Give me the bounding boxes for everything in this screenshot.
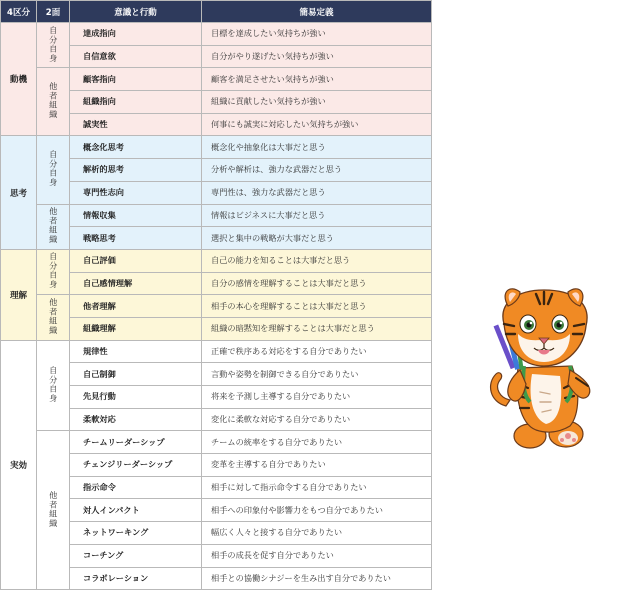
item-definition: 目標を達成したい気持ちが強い [202, 23, 432, 46]
item-name: 解析的思考 [70, 159, 202, 182]
item-name: ネットワーキング [70, 522, 202, 545]
item-name: コーチング [70, 544, 202, 567]
item-definition: 正確で秩序ある対応をする自分でありたい [202, 340, 432, 363]
table-row [1, 295, 432, 318]
table-row [1, 23, 432, 46]
item-definition: 組織の暗黙知を理解することは大事だと思う [202, 317, 432, 340]
item-name: 顧客指向 [70, 68, 202, 91]
item-definition: 変化に柔軟な対応する自分でありたい [202, 408, 432, 431]
item-name: コラボレーション [70, 567, 202, 590]
item-definition: 自分がやり遂げたい気持ちが強い [202, 45, 432, 68]
item-definition: チームの統率をする自分でありたい [202, 431, 432, 454]
item-definition: 分析や解析は、強力な武器だと思う [202, 159, 432, 182]
item-name: 自己感情理解 [70, 272, 202, 295]
item-name: 先見行動 [70, 386, 202, 409]
item-definition: 相手に対して指示命令する自分でありたい [202, 476, 432, 499]
category-motive: 動機 [1, 23, 37, 136]
item-name: 指示命令 [70, 476, 202, 499]
item-definition: 変革を主導する自分でありたい [202, 454, 432, 477]
item-name: チェンジリーダーシップ [70, 454, 202, 477]
item-definition: 相手への印象付や影響力をもつ自分でありたい [202, 499, 432, 522]
group-other: 他者組織 [37, 204, 70, 249]
item-name: チームリーダーシップ [70, 431, 202, 454]
group-self: 自分自身 [37, 340, 70, 431]
header-teigi: 簡易定義 [202, 1, 432, 23]
table-row [1, 136, 432, 159]
item-name: 戦略思考 [70, 227, 202, 250]
header-ishiki: 意識と行動 [70, 1, 202, 23]
item-name: 組織指向 [70, 91, 202, 114]
item-definition: 自己の能力を知ることは大事だと思う [202, 249, 432, 272]
table-row [1, 204, 432, 227]
item-definition: 何事にも誠実に対応したい気持ちが強い [202, 113, 432, 136]
item-name: 自己評価 [70, 249, 202, 272]
table-header [1, 1, 432, 23]
item-definition: 概念化や抽象化は大事だと思う [202, 136, 432, 159]
header-2men: 2面 [37, 1, 70, 23]
item-name: 組織理解 [70, 317, 202, 340]
item-name: 概念化思考 [70, 136, 202, 159]
item-name: 達成指向 [70, 23, 202, 46]
item-name: 対人インパクト [70, 499, 202, 522]
table-row [1, 431, 432, 454]
category-understand: 理解 [1, 249, 37, 340]
item-name: 柔軟対応 [70, 408, 202, 431]
table-row [1, 249, 432, 272]
group-self: 自分自身 [37, 136, 70, 204]
tiger-mascot-icon [484, 284, 608, 454]
item-definition: 相手の成長を促す自分でありたい [202, 544, 432, 567]
item-name: 情報収集 [70, 204, 202, 227]
group-other: 他者組織 [37, 295, 70, 340]
group-self: 自分自身 [37, 23, 70, 68]
item-definition: 幅広く人々と接する自分でありたい [202, 522, 432, 545]
item-definition: 専門性は、強力な武器だと思う [202, 181, 432, 204]
item-name: 誠実性 [70, 113, 202, 136]
item-definition: 将来を予測し主導する自分でありたい [202, 386, 432, 409]
header-4kubun: 4区分 [1, 1, 37, 23]
table-row [1, 68, 432, 91]
item-definition: 相手との協働シナジーを生み出す自分でありたい [202, 567, 432, 590]
item-definition: 選択と集中の戦略が大事だと思う [202, 227, 432, 250]
item-name: 他者理解 [70, 295, 202, 318]
item-definition: 言動や姿勢を制御できる自分でありたい [202, 363, 432, 386]
item-definition: 情報はビジネスに大事だと思う [202, 204, 432, 227]
category-exec: 実効 [1, 340, 37, 590]
category-think: 思考 [1, 136, 37, 249]
group-self: 自分自身 [37, 249, 70, 294]
item-name: 専門性志向 [70, 181, 202, 204]
item-definition: 顧客を満足させたい気持ちが強い [202, 68, 432, 91]
group-other: 他者組織 [37, 431, 70, 590]
item-name: 規律性 [70, 340, 202, 363]
item-definition: 自分の感情を理解することは大事だと思う [202, 272, 432, 295]
item-name: 自信意欲 [70, 45, 202, 68]
table-row [1, 340, 432, 363]
group-other: 他者組織 [37, 68, 70, 136]
item-name: 自己制御 [70, 363, 202, 386]
item-definition: 組織に貢献したい気持ちが強い [202, 91, 432, 114]
item-definition: 相手の本心を理解することは大事だと思う [202, 295, 432, 318]
